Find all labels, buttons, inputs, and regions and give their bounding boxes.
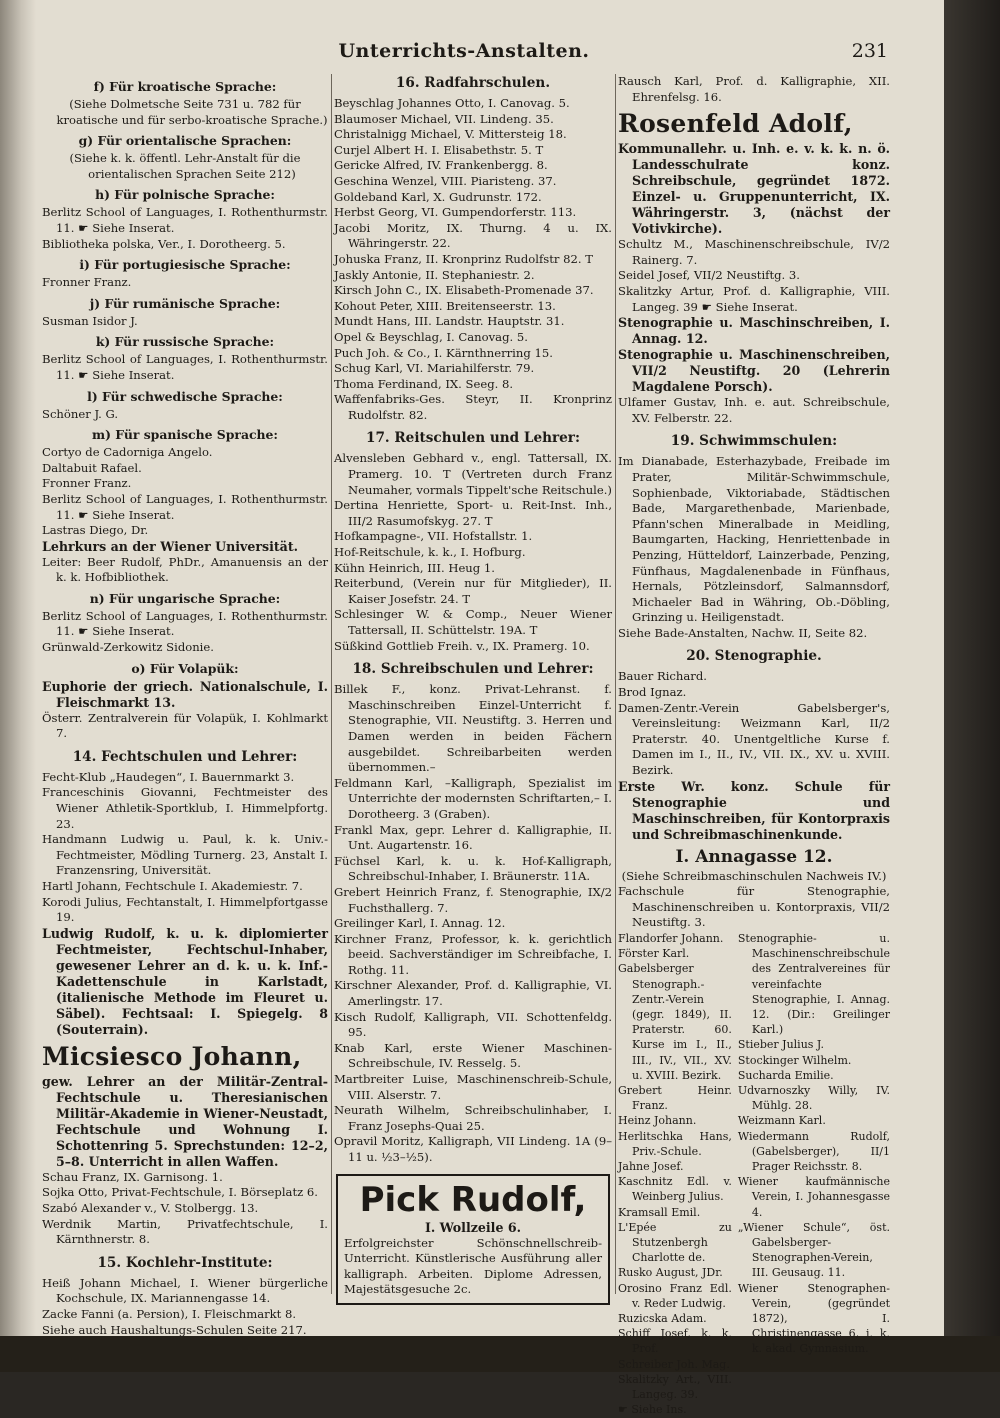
entry: Geschina Wenzel, VIII. Piaristeng. 37.	[334, 173, 557, 188]
column-divider	[615, 74, 616, 1294]
page-number: 231	[851, 40, 888, 62]
entry: Susman Isidor J.	[42, 313, 138, 328]
entry: Im Dianabade, Esterhazybade, Freibade im Prater, Militär-Schwimmschule, Sophienbade, Viktoriabade, Städtischen Bade, Margarethenbade, Marienbade, Pfann'schen Mineralbade in Meidling, Baumgarten, Hacking, Henriettenbade in Penzing, Hütteldorf, Lainzerbade, Penzing, Fünfhaus, Magdalenenbade in Fünfhaus, Hernals, Pötzleinsdorf, Salmannsdorf, Michaeler Bad in Währing, Ob.-Döbling, Grinzing u. Heiligenstadt.	[618, 454, 890, 625]
entry: Jaskly Antonie, II. Stephaniestr. 2.	[334, 267, 535, 282]
list-left	[618, 931, 732, 1418]
entry: Kirchner Franz, Professor, k. k. gerichtlich beeid. Sachverständiger im Schreibfache, I. Rothg. 11.	[334, 931, 612, 977]
entry: Zacke Fanni (a. Persion), I. Fleischmarkt 8.	[42, 1306, 297, 1321]
advert-text: gew. Lehrer an der Militär-Zentral-Fechtschule u. Theresianischen Militär-Akademie in Wiener-Neustadt, Fechtschule und Wohnung I. Schottenring 5. Sprechstunden: 12–2, 5–8. Unterricht in allen Waffen.	[42, 1073, 328, 1169]
subsection-heading: k) Für russische Sprache:	[95, 334, 275, 350]
advert-text: Kommunallehr. u. Inh. e. v. k. k. n. ö. Landesschulrate konz. Schreibschule, gegründet 1872. Einzel- u. Gruppenunterricht, IX. Währingerstr. 3, (nächst der Votivkirche).	[618, 141, 890, 237]
entry: Fecht-Klub „Haudegen“, I. Bauernmarkt 3.	[42, 769, 295, 784]
advert-address: I. Wollzeile 6.	[424, 1219, 522, 1235]
list-item: Grebert Heinr. Franz.	[618, 1084, 732, 1113]
list-item: Förster Karl.	[618, 947, 690, 961]
entry: Schlesinger W. & Comp., Neuer Wiener Tattersall, II. Schüttelstr. 19A. T	[334, 607, 612, 637]
entry: Johuska Franz, II. Kronprinz Rudolfstr 82. T	[334, 251, 593, 266]
subsection-heading: i) Für portugiesische Sprache:	[79, 257, 291, 273]
entry: Hartl Johann, Fechtschule I. Akademiestr. 7.	[42, 879, 303, 893]
list-item: Stenographie- u. Maschinenschreibschule des Zentralvereines für vereinfachte Stenographie, I. Annag. 12. (Dir.: Greilinger Karl.)	[737, 932, 891, 1037]
entry: Handmann Ludwig u. Paul, k. k. Univ.-Fechtmeister, Mödling Turnerg. 23, Anstalt I. Franzensring, Universität.	[42, 832, 328, 878]
entry: Schultz M., Maschinenschreibschule, IV/2 Rainerg. 7.	[618, 237, 890, 267]
list-item: Stieber Julius J.	[737, 1038, 824, 1052]
entry: Cortyo de Cadorniga Angelo.	[42, 445, 213, 460]
entry: Blaumoser Michael, VII. Lindeng. 35.	[334, 111, 554, 126]
entry: Grünwald-Zerkowitz Sidonie.	[42, 640, 214, 655]
list-right	[738, 931, 890, 1418]
entry: Fronner Franz.	[42, 275, 132, 290]
list-item: Stockinger Wilhelm.	[737, 1053, 852, 1067]
entry: Österr. Zentralverein für Volapük, I. Kohlmarkt 7.	[42, 710, 328, 741]
entry: Dertina Henriette, Sport- u. Reit-Inst. Inh., III/2 Rasumofskyg. 27. T	[334, 498, 612, 528]
entry: Fronner Franz.	[42, 476, 132, 491]
entry: Hof-Reitschule, k. k., I. Hofburg.	[334, 545, 526, 560]
list-item: L'Epée zu Stutzenbergh Charlotte de.	[618, 1220, 732, 1265]
subsection-heading: m) Für spanische Sprache:	[91, 427, 278, 443]
entry: Knab Karl, erste Wiener Maschinen-Schreibschule, IV. Resselg. 5.	[334, 1040, 612, 1071]
entry: Rausch Karl, Prof. d. Kalligraphie, XII. Ehrenfelsg. 16.	[618, 74, 890, 104]
entry: Kohout Peter, XIII. Breitenseerstr. 13.	[334, 298, 556, 313]
entry: Süßkind Gottlieb Freih. v., IX. Pramerg. 10.	[334, 638, 590, 653]
entry: Daltabuit Rafael.	[42, 460, 142, 475]
list-item: Heinz Johann.	[618, 1114, 697, 1128]
entry: (Siehe k. k. öffentl. Lehr-Anstalt für die orientalischen Sprachen Seite 212)	[69, 151, 301, 181]
list-item: Ruzicska Adam.	[618, 1312, 707, 1326]
entry: Curjel Albert H. I. Elisabethstr. 5. T	[334, 142, 544, 157]
list-item: Jahne Josef.	[618, 1160, 684, 1174]
list-item: Wiener Stenographen-Verein, (gegründet 1872), I. Christinengasse 6, i. k. k. akad. Gymnasium.	[737, 1281, 890, 1356]
entry: Kirschner Alexander, Prof. d. Kalligraphie, VI. Amerlingstr. 17.	[334, 978, 612, 1009]
list-item: Skalitzky Art., VIII. Langeg. 39.	[618, 1372, 732, 1402]
entry: Billek F., konz. Privat-Lehranst. f. Maschinschreiben Einzel-Unterricht f. Stenographie, VII. Neustiftg. 3. Herren und Damen werden in beiden Fächern ausgebildet. Schreibarbeiten werden übernommen.–	[334, 682, 612, 775]
entry: Heiß Johann Michael, I. Wiener bürgerliche Kochschule, IX. Mariannengasse 14.	[42, 1275, 328, 1306]
entry: Jacobi Moritz, IX. Thurng. 4 u. IX. Währingerstr. 22.	[334, 220, 612, 251]
entry: Hofkampagne-, VII. Hofstallstr. 1.	[334, 529, 533, 544]
two-column-list	[618, 931, 890, 1418]
entry: Greilinger Karl, I. Annag. 12.	[334, 916, 506, 931]
entry: (Siehe Schreibmaschinschulen Nachweis IV.)	[621, 868, 887, 883]
entry: Kühn Heinrich, III. Heug 1.	[334, 560, 495, 575]
subsection-heading: g) Für orientalische Sprachen:	[78, 133, 292, 149]
page-edge	[944, 0, 1000, 1372]
entry: Siehe Bade-Anstalten, Nachw. II, Seite 82.	[618, 625, 868, 640]
entry: Kirsch John C., IX. Elisabeth-Promenade 37.	[334, 283, 594, 298]
entry: Siehe auch Haushaltungs-Schulen Seite 217.	[42, 1322, 307, 1337]
entry: Neurath Wilhelm, Schreibschulinhaber, I. Franz Josephs-Quai 25.	[334, 1103, 612, 1133]
entry: Alvensleben Gebhard v., engl. Tattersall, IX. Pramerg. 10. T (Vertreten durch Franz Neumaher, vormals Tippelt'sche Reitschule.)	[334, 451, 612, 497]
list-item: Wiener kaufmännische Verein, I. Johannesgasse 4.	[737, 1175, 890, 1219]
section-heading: 15. Kochlehr-Institute:	[97, 1254, 273, 1271]
entry: Berlitz School of Languages, I. Rothenthurmstr. 11. ☛ Siehe Inserat.	[42, 205, 328, 235]
list-item: Herlitschka Hans, Priv.-Schule.	[618, 1129, 732, 1158]
column-left	[42, 74, 328, 1337]
entry: Kisch Rudolf, Kalligraph, VII. Schottenfeldg. 95.	[334, 1009, 612, 1040]
column-right	[618, 74, 891, 1417]
entry: Werdnik Martin, Privatfechtschule, I. Kärnthnerstr. 8.	[42, 1216, 328, 1247]
entry: Opravil Moritz, Kalligraph, VII Lindeng. 1A (9–11 u. ½3–½5).	[334, 1134, 612, 1164]
entry: Christalnigg Michael, V. Mittersteig 18.	[334, 127, 567, 142]
entry: Sojka Otto, Privat-Fechtschule, I. Börseplatz 6.	[42, 1185, 318, 1200]
entry: Waffenfabriks-Ges. Steyr, II. Kronprinz Rudolfstr. 82.	[334, 392, 612, 422]
entry: Seidel Josef, VII/2 Neustiftg. 3.	[618, 268, 800, 283]
entry: Feldmann Karl, –Kalligraph, Spezialist im Unterrichte der modernsten Schriftarten,– I. Dorotheerg. 3 (Graben).	[334, 775, 612, 821]
entry: Bibliotheka polska, Ver., I. Dorotheerg. 5.	[42, 236, 286, 251]
entry: Bauer Richard.	[618, 669, 707, 684]
entry: Erste Wr. konz. Schule für Stenographie und Maschinschreiben, für Kontorpraxis und Schreibmaschinenkunde.	[618, 778, 890, 842]
list-item: Udvarnoszky Willy, IV. Mühlg. 28.	[737, 1084, 890, 1113]
entry: Herbst Georg, VI. Gumpendorferstr. 113.	[334, 205, 577, 220]
entry: Euphorie der griech. Nationalschule, I. Fleischmarkt 13.	[42, 678, 328, 710]
section-heading: 18. Schreibschulen und Lehrer:	[352, 661, 594, 678]
page-title: Unterrichts-Anstalten.	[338, 40, 590, 62]
entry: Leiter: Beer Rudolf, PhDr., Amanuensis an der k. k. Hofbibliothek.	[42, 554, 328, 585]
section-heading: 16. Radfahrschulen.	[395, 75, 551, 91]
advert-address: I. Annagasse 12.	[675, 846, 833, 867]
entry: Schug Karl, VI. Mariahilferstr. 79.	[334, 361, 535, 376]
entry: Stenographie u. Maschinenschreiben, VII/2 Neustiftg. 20 (Lehrerin Magdalene Porsch).	[618, 347, 890, 395]
entry: Brod Ignaz.	[618, 685, 687, 700]
entry: Berlitz School of Languages, I. Rothenthurmstr. 11. ☛ Siehe Inserat.	[42, 608, 328, 639]
list-item: „Wiener Schule“, öst. Gabelsberger-Stenographen-Verein, III. Geusaug. 11.	[737, 1220, 890, 1280]
list-item: Kramsall Emil.	[618, 1205, 701, 1219]
subsection-heading: j) Für rumänische Sprache:	[89, 295, 281, 311]
subsection-heading: o) Für Volapük:	[131, 660, 239, 676]
subsection-heading: h) Für polnische Sprache:	[95, 187, 275, 203]
entry: Füchsel Karl, k. u. k. Hof-Kalligraph, Schreibschul-Inhaber, I. Bräunerstr. 11A.	[334, 853, 612, 884]
entry: Goldeband Karl, X. Gudrunstr. 172.	[334, 189, 542, 204]
subsection-heading: l) Für schwedische Sprache:	[87, 388, 283, 404]
entry: Thoma Ferdinand, IX. Seeg. 8.	[334, 376, 514, 391]
entry: Berlitz School of Languages, I. Rothenthurmstr. 11. ☛ Siehe Inserat.	[42, 352, 328, 382]
list-item: Wiedermann Rudolf, (Gabelsberger), II/1 Prager Reichsstr. 8.	[737, 1129, 890, 1174]
entry: Martbreiter Luise, Maschinenschreib-Schule, VIII. Alserstr. 7.	[334, 1072, 612, 1102]
list-item: Flandorfer Johann.	[618, 932, 724, 945]
entry: Reiterbund, (Verein nur für Mitglieder), II. Kaiser Josefstr. 24. T	[334, 576, 612, 606]
advert-name: Micsiesco Johann,	[42, 1041, 302, 1071]
list-item: Schiff Josef, k. k. Prof.	[618, 1327, 732, 1356]
list-item: Kaschnitz Edl. v. Weinberg Julius.	[618, 1175, 732, 1204]
entry: Schöner J. G.	[42, 406, 119, 421]
list-item: Weizmann Karl.	[737, 1114, 826, 1128]
entry: Fachschule für Stenographie, Maschinenschreiben u. Kontorpraxis, VII/2 Neustiftg. 3.	[618, 884, 890, 930]
list-item: Sucharda Emilie.	[737, 1068, 834, 1082]
section-heading: 20. Stenographie.	[686, 648, 822, 665]
entry: Lehrkurs an der Wiener Universität.	[42, 538, 299, 554]
column-middle	[334, 74, 612, 1304]
entry: Ulfamer Gustav, Inh. e. aut. Schreibschule, XV. Felberstr. 22.	[618, 395, 890, 425]
entry: Szabó Alexander v., V. Stolbergg. 13.	[42, 1200, 259, 1215]
list-item: Gabelsberger Stenograph.-Zentr.-Verein (gegr. 1849), II. Praterstr. 60. Kurse im I., II., III., IV., VII., XV. u. XVIII. Bezirk.	[618, 962, 732, 1082]
entry: Skalitzky Artur, Prof. d. Kalligraphie, VIII. Langeg. 39 ☛ Siehe Inserat.	[618, 283, 890, 314]
section-heading: 14. Fechtschulen und Lehrer:	[72, 748, 298, 765]
book-binding	[0, 0, 36, 1336]
entry: Stenographie u. Maschinschreiben, I. Annag. 12.	[618, 315, 890, 347]
entry: Lastras Diego, Dr.	[42, 523, 149, 538]
subsection-heading: n) Für ungarische Sprache:	[89, 590, 281, 606]
advert-title: Pick Rudolf,	[359, 1179, 587, 1220]
entry: Mundt Hans, III. Landstr. Hauptstr. 31.	[334, 314, 565, 329]
list-item: Orosino Franz Edl. v. Reder Ludwig.	[618, 1281, 732, 1310]
page-header	[36, 40, 892, 70]
entry: Puch Joh. & Co., I. Kärnthnerring 15.	[334, 345, 553, 360]
advert-text: Erfolgreichster Schönschnellschreib-Unterricht. Künstlerische Ausführung aller kalligraph. Arbeiten. Diplome Adressen, Majestätsgesuche 2c.	[344, 1235, 602, 1297]
entry: Ludwig Rudolf, k. u. k. diplomierter Fechtmeister, Fechtschul-Inhaber, gewesener Lehrer an d. k. u. k. Inf.-Kadettenschule in Karlstadt, (italienische Methode im Fleuret u. Säbel). Fechtsaal: I. Spiegelg. 8 (Souterrain).	[42, 925, 328, 1037]
entry: Opel & Beyschlag, I. Canovag. 5.	[334, 329, 528, 344]
entry: Damen-Zentr.-Verein Gabelsberger's, Vereinsleitung: Weizmann Karl, II/2 Praterstr. 40. Unentgeltliche Kurse f. Damen im I., II., IV., VII. IX., XV. u. XVIII. Bezirk.	[618, 700, 890, 778]
entry: Franceschinis Giovanni, Fechtmeister des Wiener Athletik-Sportklub, I. Himmelpfortg. 23.	[42, 785, 328, 831]
entry: (Siehe Dolmetsche Seite 731 u. 782 für kroatische und für serbo-kroatische Sprache.)	[56, 97, 328, 127]
advert-box	[336, 1174, 610, 1305]
subsection-heading: f) Für kroatische Sprache:	[93, 79, 277, 94]
list-item: Rusko August, JDr.	[618, 1266, 723, 1280]
entry: Frankl Max, gepr. Lehrer d. Kalligraphie, II. Unt. Augartenstr. 16.	[334, 822, 612, 853]
entry: Gericke Alfred, IV. Frankenbergg. 8.	[334, 158, 548, 173]
section-heading: 19. Schwimmschulen:	[670, 433, 838, 450]
advert-name: Rosenfeld Adolf,	[618, 109, 853, 139]
column-divider	[331, 74, 332, 1294]
entry: Berlitz School of Languages, I. Rothenthurmstr. 11. ☛ Siehe Inserat.	[42, 491, 328, 522]
entry: Korodi Julius, Fechtanstalt, I. Himmelpfortgasse 19.	[42, 894, 328, 925]
entry: Grebert Heinrich Franz, f. Stenographie, IX/2 Fuchsthallerg. 7.	[334, 884, 612, 915]
section-heading: 17. Reitschulen und Lehrer:	[366, 430, 580, 447]
list-item: ☛ Siehe Ins.	[618, 1403, 687, 1417]
entry: Beyschlag Johannes Otto, I. Canovag. 5.	[334, 96, 570, 110]
entry: Schau Franz, IX. Garnisong. 1.	[42, 1169, 223, 1184]
list-item: Schreiber Joh. Mag.	[618, 1357, 730, 1371]
